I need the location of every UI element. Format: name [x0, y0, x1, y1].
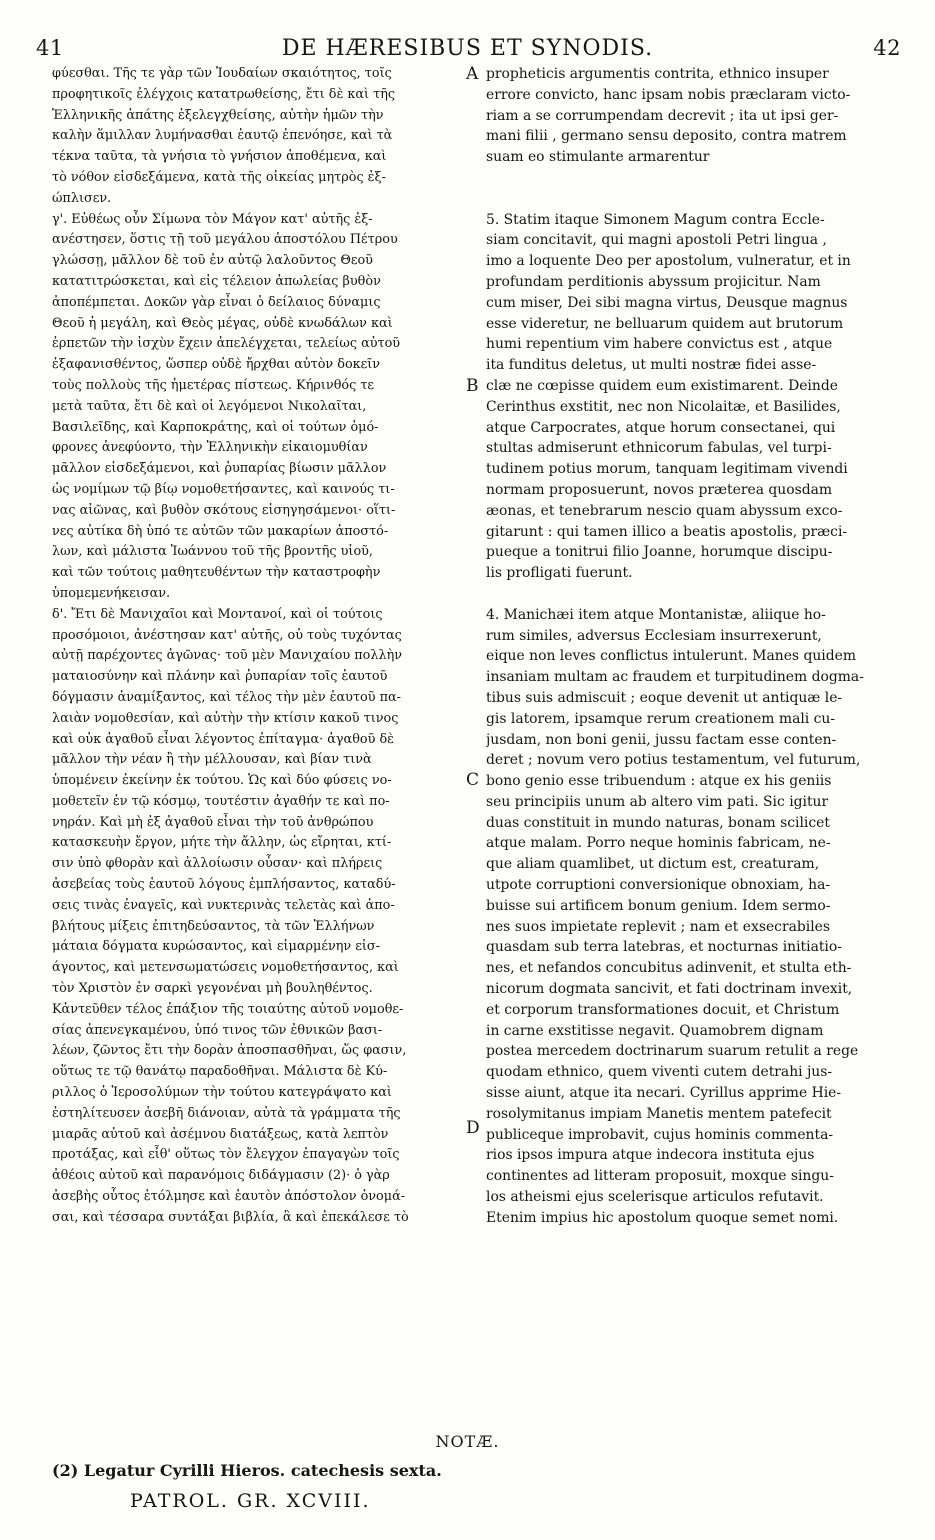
latin-line: clæ ne cœpisse quidem eum existimarent. Deinde [486, 377, 838, 394]
latin-line: cum miser, Dei sibi magna virtus, Deusque magnus [486, 294, 848, 311]
greek-line: βλήτους μίξεις ἐπιτηδεύσαντος, τὰ τῶν Ἑλλήνων [52, 918, 375, 934]
greek-line: μᾶλλον εἰσδεξάμενοι, καὶ ῥυπαρίας βίωσιν μᾶλλον [52, 461, 387, 477]
section-marker-c: C [466, 770, 480, 790]
latin-line: æonas, et tenebrarum nescio quam abyssum exco- [486, 502, 843, 519]
latin-line: gitarunt : qui tamen illico a beatis apostolis, præci- [486, 523, 848, 540]
greek-line: Ἑλληνικῆς ἀπάτης ἐξελεγχθείσης, αὐτὴν ἡμῶν τὴν [52, 107, 384, 123]
footnote: (2) Legatur Cyrilli Hieros. catechesis sexta. [52, 1461, 442, 1480]
greek-line: ὑπομένειν ἐκείνην ἐκ τούτου. Ὡς καὶ δύο φύσεις νο- [52, 773, 392, 789]
greek-line: καὶ τῶν τούτοις μαθητευθέντων τὴν καταστροφὴν [52, 565, 381, 581]
latin-line: 4. Manichæi item atque Montanistæ, aliique ho- [486, 606, 826, 623]
latin-line: imo a loquente Deo per apostolum, vulneratur, et in [486, 253, 851, 270]
latin-line: tudinem potius morum, tanquam legitimam vivendi [486, 461, 848, 478]
greek-line: λέων, ζῶντος ἔτι τὴν δορὰν ἀποσπασθῆναι, ὥς φασιν, [52, 1043, 407, 1059]
greek-line: προσόμοιοι, ἀνέστησαν κατ' αὐτῆς, οὐ τοὺς τυχόντας [52, 627, 402, 643]
latin-line: tibus suis admiscuit ; eoque devenit ut antiquæ le- [486, 689, 843, 706]
greek-line: ἐξαφανισθέντος, ὥσπερ οὐδὲ ἤρχθαι αὐτὸν δοκεῖν [52, 357, 381, 373]
latin-line: que aliam quamlibet, ut dictum est, creaturam, [486, 856, 820, 873]
latin-line: normam proposuerunt, novos præterea quosdam [486, 481, 833, 498]
latin-line: los atheismi ejus scelerisque articulos refutavit. [486, 1189, 824, 1206]
greek-line: προφητικοῖς ἐλέγχοις κατατρωθείσης, ἔτι δὲ καὶ τῆς [52, 86, 396, 102]
latin-line: esse videretur, ne belluarum quidem aut brutorum [486, 315, 844, 332]
greek-line: αὐτῇ παρέχοντες ἀγῶνας· τοῦ μὲν Μανιχαίου πολλὴν [52, 648, 403, 664]
latin-line: stultas admiserunt ethnicorum fabulas, vel turpi- [486, 440, 832, 457]
latin-column [486, 64, 896, 1229]
greek-line: σαι, καὶ τέσσαρα συντάξαι βιβλία, ἃ καὶ ἐπεκάλεσε τὸ [52, 1209, 409, 1225]
latin-line [486, 168, 896, 189]
latin-line: suam eo stimulante armarentur [486, 149, 710, 166]
latin-line: riam a se corrumpendam decrevit ; ita ut ipsi ger- [486, 107, 839, 124]
greek-line: ἀσεβὴς οὗτος ἐτόλμησε καὶ ἑαυτὸν ἀπόστολον ὀνομά- [52, 1189, 406, 1205]
latin-line: seu principiis unum ab altero vim pati. Sic igitur [486, 793, 829, 810]
greek-line: ώπλισεν. [52, 190, 112, 206]
latin-line: postea mercedem doctrinarum suarum retulit a rege [486, 1043, 859, 1060]
page-number-left: 41 [36, 36, 64, 60]
greek-line: ριλλος ὁ Ἱεροσολύμων τὴν τούτου κατεγράψατο καὶ [52, 1085, 392, 1101]
greek-line: λαιὰν νομοθεσίαν, καὶ αὐτὴν τὴν κτίσιν κακοῦ τινος [52, 710, 399, 726]
greek-line: μάταια δόγματα κυρώσαντος, καὶ εἱμαρμένην εἰσ- [52, 939, 380, 955]
greek-line: ματαιοσύνην καὶ πλάνην καὶ ῥυπαρίαν τοῖς ἑαυτοῦ [52, 669, 388, 685]
greek-line: φύεσθαι. Τῆς τε γὰρ τῶν Ἰουδαίων σκαιότητος, τοῖς [52, 66, 392, 81]
greek-line: ἑρπετῶν τὴν ἰσχὺν ἔχειν ἀπελέγχεται, τελείως αὐτοῦ [52, 336, 401, 352]
latin-line: gis latorem, ipsamque rerum creationem mali cu- [486, 710, 836, 727]
greek-line: μᾶλλον τὴν νέαν ἢ τὴν μέλλουσαν, καὶ βίαν τινὰ [52, 752, 372, 768]
latin-line: et corporum transformationes docuit, et Christum [486, 1001, 840, 1018]
latin-line: ita funditus deletus, ut multi nostræ fidei asse- [486, 357, 817, 374]
greek-line: Θεοῦ ἡ μεγάλη, καὶ Θεὸς μέγας, οὐδὲ κνωδάλων καὶ [52, 315, 393, 331]
latin-line: utpote corruptioni conversionique obnoxiam, ha- [486, 877, 831, 894]
greek-line: νες αὐτίκα δὴ ὑπό τε αὐτῶν τῶν μακαρίων ἀποστό- [52, 523, 389, 539]
latin-line: buisse sui artificem bonum genium. Idem sermo- [486, 897, 831, 914]
greek-line: νηράν. Καὶ μὴ ἐξ ἀγαθοῦ εἶναι τὴν τοῦ ἀνθρώπου [52, 814, 374, 830]
latin-line: nes, et nefandos concubitus adinvenit, et stulta eth- [486, 960, 852, 977]
latin-line: Cerinthus exstitit, nec non Nicolaitæ, et Basilides, [486, 398, 841, 415]
latin-line: atque malam. Porro neque hominis fabricam, ne- [486, 835, 831, 852]
page-number-right: 42 [873, 36, 901, 60]
greek-line: σίας ἀπενεγκαμένου, ὑπό τινος τῶν ἐθνικῶν βασι- [52, 1022, 383, 1038]
greek-line: γλώσσῃ, μᾶλλον δὲ τοῦ ἐν αὐτῷ λαλοῦντος Θεοῦ [52, 253, 373, 269]
greek-line: μοθετεῖν ἐν τῷ κόσμῳ, τουτέστιν ἀγαθήν τε καὶ πο- [52, 793, 390, 809]
latin-line: siam concitavit, qui magni apostoli Petri lingua , [486, 232, 827, 249]
signature-mark: PATROL. GR. XCVIII. [130, 1490, 371, 1512]
latin-line: quodam ethnico, quem viventi cutem detrahi jus- [486, 1064, 833, 1081]
greek-line: καὶ οὐκ ἀγαθοῦ εἶναι λέγοντος ἐπίταγμα· ἀγαθοῦ δὲ [52, 731, 395, 747]
greek-line: Κἀντεῦθεν τέλος ἐπάξιον τῆς τοιαύτης αὐτοῦ νομοθε- [52, 1001, 404, 1017]
latin-line: deret ; novum vero potius testamentum, vel futurum, [486, 752, 861, 769]
latin-line: errore convicto, hanc ipsam nobis præclaram victo- [486, 86, 851, 103]
greek-column [52, 64, 462, 1229]
greek-line: προτάξας, καὶ εἶθ' οὕτως τὸν ἔλεγχον ἐπαγαγὼν τοῖς [52, 1147, 400, 1163]
greek-line: φρονες ἀνεφύοντο, τὴν Ἑλληνικὴν εἰκαιομυθίαν [52, 440, 368, 456]
latin-line: continentes ad litteram proposuit, moxque singu- [486, 1168, 834, 1185]
greek-line: Βασιλεῖδης, καὶ Καρποκράτης, καὶ οἱ τούτων ὁμό- [52, 419, 379, 435]
section-marker-b: B [466, 376, 479, 396]
greek-line: νας αἰῶνας, καὶ βυθὸν σκότους εἰσηγησάμενοι· οἵτι- [52, 502, 396, 518]
latin-line: atque Carpocrates, atque horum consectanei, qui [486, 419, 836, 436]
greek-line: ἀθέοις αὐτοῦ καὶ παρανόμοις διδάγμασιν (2)· ὁ γὰρ [52, 1168, 390, 1184]
greek-line: σεις τινὰς ἐναγεῖς, καὶ νυκτερινὰς τελετὰς καὶ ἀπο- [52, 897, 395, 913]
latin-line: nicorum dogmata sancivit, et fati doctrinam invexit, [486, 981, 853, 998]
latin-line: propheticis argumentis contrita, ethnico insuper [486, 66, 829, 82]
latin-line: rosolymitanus impiam Manetis mentem patefecit [486, 1105, 832, 1122]
latin-line: sisse aiunt, atque ita necari. Cyrillus apprime Hie- [486, 1085, 842, 1102]
latin-line: insaniam multam ac fraudem et turpitudinem dogma- [486, 669, 864, 686]
running-title: DE HÆRESIBUS ET SYNODIS. [281, 36, 654, 61]
latin-line: nes suos impietate replevit ; nam et exsecrabiles [486, 918, 831, 935]
latin-line: Etenim impius hic apostolum quoque semet nomi. [486, 1209, 839, 1226]
greek-line: μετὰ ταῦτα, ἔτι δὲ καὶ οἱ λεγόμενοι Νικολαῖται, [52, 398, 367, 414]
notes-heading: NOTÆ. [435, 1432, 500, 1451]
latin-line: rum similes, adversus Ecclesiam insurrexerunt, [486, 627, 822, 644]
latin-line: mani filii , germano sensu deposito, contra matrem [486, 128, 847, 145]
greek-line: κατασκευὴν ἔργον, μήτε τὴν ἄλλην, ὡς εἴρηται, κτί- [52, 835, 392, 851]
latin-line: in carne exstitisse negavit. Quamobrem dignam [486, 1022, 824, 1039]
latin-line: lis profligati fuerunt. [486, 565, 633, 582]
greek-line: δόγμασιν ἀναμίξαντος, καὶ τέλος τὴν μὲν ἑαυτοῦ πα- [52, 689, 401, 705]
greek-line: καλὴν ἅμιλλαν λυμήνασθαι ἑαυτῷ ἐπενόησε, καὶ τὰ [52, 128, 393, 144]
greek-line: κατατιτρώσκεται, καὶ εἰς τέλειον ἀπωλείας βυθὸν [52, 273, 381, 289]
latin-line: jusdam, non boni genii, jussu factam esse conten- [486, 731, 837, 748]
section-marker-a: A [466, 64, 479, 84]
greek-line: γ'. Εὐθέως οὖν Σίμωνα τὸν Μάγον κατ' αὐτῆς ἐξ- [52, 211, 373, 227]
greek-line: ἀποπέμπεται. Δοκῶν γὰρ εἶναι ὁ δείλαιος δύναμις [52, 294, 381, 310]
latin-line: pueque a tonitrui filio Joanne, horumque discipu- [486, 544, 833, 561]
section-marker-d: D [466, 1118, 480, 1138]
greek-line: άγοντος, καὶ μετενσωματώσεις νομοθετήσαντος, καὶ [52, 960, 399, 976]
greek-line: δ'. Ἔτι δὲ Μανιχαῖοι καὶ Μοντανοί, καὶ οἱ τούτοις [52, 606, 383, 622]
greek-line: ἀσεβείας τοὺς ἑαυτοῦ λόγους ἐμπλήσαντος, καταδύ- [52, 877, 396, 893]
greek-line: οὕτως τε τῷ θανάτῳ παραδοθῆναι. Μάλιστα δὲ Κύ- [52, 1064, 388, 1080]
latin-line: publiceque improbavit, cujus hominis commenta- [486, 1126, 834, 1143]
latin-line: duas constituit in mundo naturas, bonam scilicet [486, 814, 830, 831]
greek-line: ὡς νομίμων τῷ βίῳ νομοθετήσαντες, καὶ καινούς τι- [52, 481, 395, 497]
latin-line: quasdam sub terra latebras, et nocturnas initiatio- [486, 939, 842, 956]
greek-line: λων, καὶ μάλιστα Ἰωάννου τοῦ τῆς βροντῆς υἱοῦ, [52, 544, 373, 560]
greek-line: ανέστησεν, ὅστις τῇ τοῦ μεγάλου ἀποστόλου Πέτρου [52, 232, 398, 248]
latin-line: profundam perditionis abyssum projicitur. Nam [486, 273, 821, 290]
greek-line: τοὺς πολλοὺς τῆς ἡμετέρας πίστεως. Κήρινθός τε [52, 377, 375, 393]
greek-line: ὑπομεμενήκεισαν. [52, 585, 171, 601]
greek-line: τὸν Χριστὸν ἐν σαρκὶ γεγονέναι μὴ βουληθέντος. [52, 981, 373, 997]
greek-line: τέκνα ταῦτα, τὰ γνήσια τὸ γνήσιον ἀποθέμενα, καὶ [52, 149, 387, 165]
latin-line: rios ipsos impura atque indecora instituta ejus [486, 1147, 815, 1164]
greek-line: μιαρᾶς αὐτοῦ καὶ ἀσέμνου διατάξεως, κατὰ λεπτὸν [52, 1126, 389, 1142]
latin-line: 5. Statim itaque Simonem Magum contra Eccle- [486, 211, 825, 228]
greek-line: σιν ὑπὸ φθορὰν καὶ ἀλλοίωσιν οὖσαν· καὶ πλήρεις [52, 856, 383, 872]
latin-line: eique non leves conflictus intulerunt. Manes quidem [486, 648, 857, 665]
latin-line: humi repentium vim habere convictus est , atque [486, 336, 833, 353]
greek-line: τὸ νόθον εἰσδεξάμενα, κατὰ τῆς οἰκείας μητρὸς ἐξ- [52, 169, 386, 185]
latin-line: bono genio esse tribuendum : atque ex his geniis [486, 773, 832, 790]
latin-line [486, 584, 896, 605]
latin-line [486, 189, 896, 210]
greek-line: ἐστηλίτευσεν ἀσεβῆ διάνοιαν, αὐτὰ τὰ γράμματα τῆς [52, 1105, 401, 1121]
